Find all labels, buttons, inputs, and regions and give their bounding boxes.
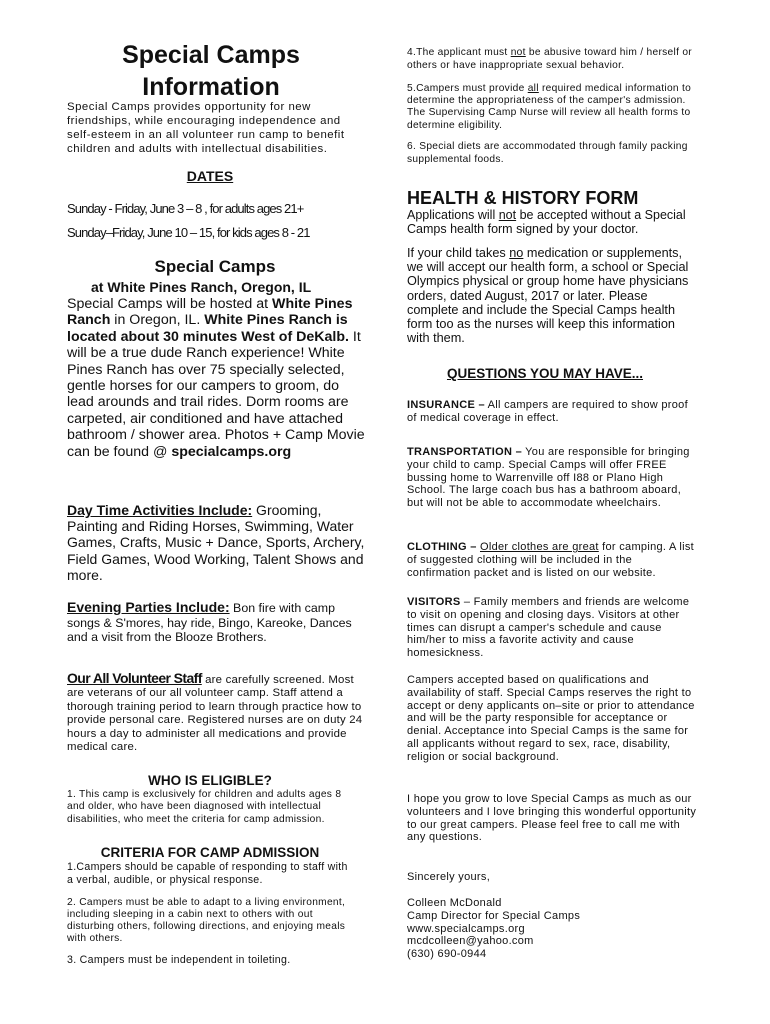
clothing-item: CLOTHING – Older clothes are great for camping. A list of suggested clothing will be included in the confirmation packet and is listed on our website. — [407, 541, 695, 579]
director-title: Camp Director for Special Camps — [407, 909, 581, 922]
camp-heading: Special Camps — [154, 257, 276, 276]
acceptance-paragraph: Campers accepted based on qualifications and availability of staff. Special Camps reserves the right to accept or deny applicants on–site or prior to attendance and will be the party responsible for acceptance or denial. Acceptance into Special Camps is the same for all applicants without regard to sex, race, disability, religion or social background. — [407, 674, 695, 763]
sign-off: Sincerely yours, — [407, 871, 491, 883]
camp-subheading: at White Pines Ranch, Oregon, IL — [91, 279, 312, 295]
date-kids: Sunday–Friday, June 10 – 15, for kids ages 8 - 21 — [67, 225, 310, 240]
criteria-item-5: 5.Campers must provide all required medical information to determine the appropriateness of the camper's admission. The Supervising Camp Nurse will review all health forms to determine eligibility. — [407, 83, 692, 131]
health-paragraph-2: If your child takes no medication or supplements, we will accept our health form, a school or Special Olympics physical or group home have physicians orders, dated August, 2017 or later. Please complete and include the Special Camps health form too as the nurses will keep this information with them. — [407, 246, 689, 346]
date-adults: Sunday - Friday, June 3 – 8 , for adults ages 21+ — [67, 201, 304, 216]
health-paragraph-1: Applications will not be accepted without a Special Camps health form signed by your doctor. — [407, 208, 686, 236]
page-title: Special Camps Information — [122, 41, 300, 101]
criteria-item-2: 2. Campers must be able to adapt to a living environment, including sleeping in a cabin next to others with out disturbing others, following directions, and enjoying meals with others. — [67, 897, 346, 944]
director-name: Colleen McDonald — [407, 897, 502, 909]
questions-heading: QUESTIONS YOU MAY HAVE... — [446, 366, 644, 381]
criteria-item-4: 4.The applicant must not be abusive toward him / herself or others or have inappropriate sexual behavior. — [407, 47, 692, 71]
criteria-item-1: 1.Campers should be capable of responding to staff with a verbal, audible, or physical response. — [67, 861, 348, 886]
health-heading: HEALTH & HISTORY FORM — [407, 188, 639, 208]
criteria-heading: CRITERIA FOR CAMP ADMISSION — [100, 845, 320, 860]
intro-paragraph: Special Camps provides opportunity for new friendships, while encouraging independence and self-esteem in an all volunteer run camp to benefit children and adults with intellectual disabilities. — [67, 101, 345, 155]
eligible-heading: WHO IS ELIGIBLE? — [148, 773, 272, 788]
dates-heading: DATES — [186, 168, 234, 184]
website-link[interactable]: www.specialcamps.org — [407, 922, 525, 935]
phone-number: (630) 690-0944 — [407, 948, 487, 961]
visitors-item: VISITORS – Family members and friends are welcome to visit on opening and closing days. Visitors at other times can disrupt a camper's schedule and cause him/her to miss a favorite activity and cause homesickness. — [407, 596, 690, 660]
insurance-item: INSURANCE – All campers are required to show proof of medical coverage in effect. — [407, 399, 688, 424]
closing-paragraph: I hope you grow to love Special Camps as much as our volunteers and I love bringing this wonderful opportunity to our great campers. Please feel free to call me with any questions. — [407, 793, 697, 844]
camp-description: Special Camps will be hosted at White Pines Ranch in Oregon, IL. White Pines Ranch is located about 30 minutes West of DeKalb. It will be a true dude Ranch experience! White Pines Ranch has over 75 specially selected, gentle horses for our campers to groom, do lead arounds and trail rides. Dorm rooms are carpeted, air conditioned and have attached bathroom / shower area. Photos + Camp Movie can be found @ specialcamps.org — [67, 296, 365, 460]
signature-block — [407, 897, 697, 961]
criteria-item-3: 3. Campers must be independent in toileting. — [67, 954, 291, 966]
transportation-item: TRANSPORTATION – You are responsible for bringing your child to camp. Special Camps will offer FREE bussing home to Warrenville off I88 or Plano High School. The large coach bus has a bathroom aboard, but will not be able to accommodate wheelchairs. — [407, 446, 690, 510]
eligible-text: 1. This camp is exclusively for children and adults ages 8 and older, who have been diagnosed with intellectual disabilities, who meet the criteria for camp admission. — [67, 789, 342, 825]
evening-parties: Evening Parties Include: Bon fire with camp songs & S'mores, hay ride, Bingo, Kareoke, Dances and a visit from the Blooze Brothers. — [67, 599, 352, 645]
daytime-activities: Day Time Activities Include: Grooming, Painting and Riding Horses, Swimming, Water Games, Crafts, Music + Dance, Sports, Archery, Field Games, Wood Working, Talent Shows and more. — [67, 502, 365, 583]
criteria-item-6: 6. Special diets are accommodated through family packing supplemental foods. — [407, 141, 688, 165]
email-link[interactable]: mcdcolleen@yahoo.com — [407, 935, 534, 948]
volunteer-staff: Our All Volunteer Staff are carefully screened. Most are veterans of our all volunteer camp. Staff attend a thorough training period to learn through practice how to provide personal care. Registered nurses are on duty 24 hours a day to administer all medications and provide medical care. — [67, 670, 363, 754]
